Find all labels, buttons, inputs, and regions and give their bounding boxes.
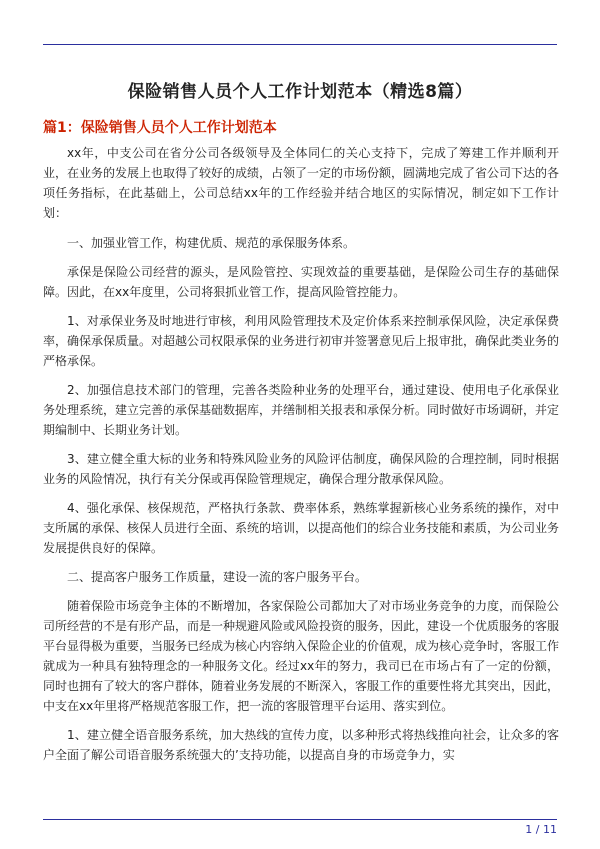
body-paragraph: 随着保险市场竞争主体的不断增加，各家保险公司都加大了对市场业务竞争的力度，而保险公司所经营的不是有形产品，而是一种规避风险或风险投资的服务，因此，建设一个优质服务的客服平台显得极为重要，当服务已经成为核心内容纳入保险企业的价值观，成为核心竞争时，客服工作就成为一种具有独特理念的一种服务文化。经过xx年的努力，我司已在市场占有了一定的份额，同时也拥有了较大的客户群体，随着业务发展的不断深入，客服工作的重要性将尤其突出，因此，中支在xx年里将严格规范客服工作，把一流的客服管理平台运用、落实到位。 — [43, 599, 560, 713]
body-paragraph: xx年，中支公司在省分公司各级领导及全体同仁的关心支持下，完成了筹建工作并顺利开业，在业务的发展上也取得了较好的成绩，占领了一定的市场份额，圆满地完成了省公司下达的各项任务指标，在此基础上，公司总结xx年的工作经验并结合地区的实际情况，制定如下工作计划： — [43, 146, 560, 220]
body-paragraph: 1、对承保业务及时地进行审核，利用风险管理技术及定价体系来控制承保风险，决定承保费率，确保承保质量。对超越公司权限承保的业务进行初审并签署意见后上报审批，确保此类业务的严格承保。 — [43, 314, 560, 368]
body-paragraph: 承保是保险公司经营的源头，是风险管控、实现效益的重要基础，是保险公司生存的基础保障。因此，在xx年度里，公司将狠抓业管工作，提高风险管控能力。 — [43, 265, 559, 299]
body-paragraph: 2、加强信息技术部门的管理，完善各类险种业务的处理平台，通过建设、使用电子化承保业务处理系统，建立完善的承保基础数据库，并缮制相关报表和承保分析。同时做好市场调研，并定期编制中、长期业务计划。 — [43, 383, 560, 437]
body-paragraph: 二、提高客户服务工作质量，建设一流的客户服务平台。 — [67, 570, 368, 584]
footer-rule — [43, 819, 557, 820]
page-indicator: 1 / 11 — [525, 823, 557, 836]
body-paragraph: 4、强化承保、核保规范，严格执行条款、费率体系，熟练掌握新核心业务系统的操作，对中支所属的承保、核保人员进行全面、系统的培训，以提高他们的综合业务技能和素质，为公司业务发展提供良好的保障。 — [43, 501, 560, 555]
body-paragraph: 1、建立健全语音服务系统，加大热线的宣传力度，以多种形式将热线推向社会，让众多的客户全面了解公司语音服务系统强大的’支持功能，以提高自身的市场竞争力，实 — [43, 728, 559, 762]
body-paragraph: 3、建立健全重大标的业务和特殊风险业务的风险评估制度，确保风险的合理控制，同时根据业务的风险情况，执行有关分保或再保险管理规定，确保合理分散承保风险。 — [43, 452, 559, 486]
header-rule — [43, 44, 557, 45]
document-body — [43, 143, 559, 774]
document-title: 保险销售人员个人工作计划范本（精选8篇） — [127, 82, 473, 102]
section-heading: 篇1：保险销售人员个人工作计划范本 — [43, 120, 277, 136]
body-paragraph: 一、加强业管工作，构建优质、规范的承保服务体系。 — [67, 236, 356, 250]
